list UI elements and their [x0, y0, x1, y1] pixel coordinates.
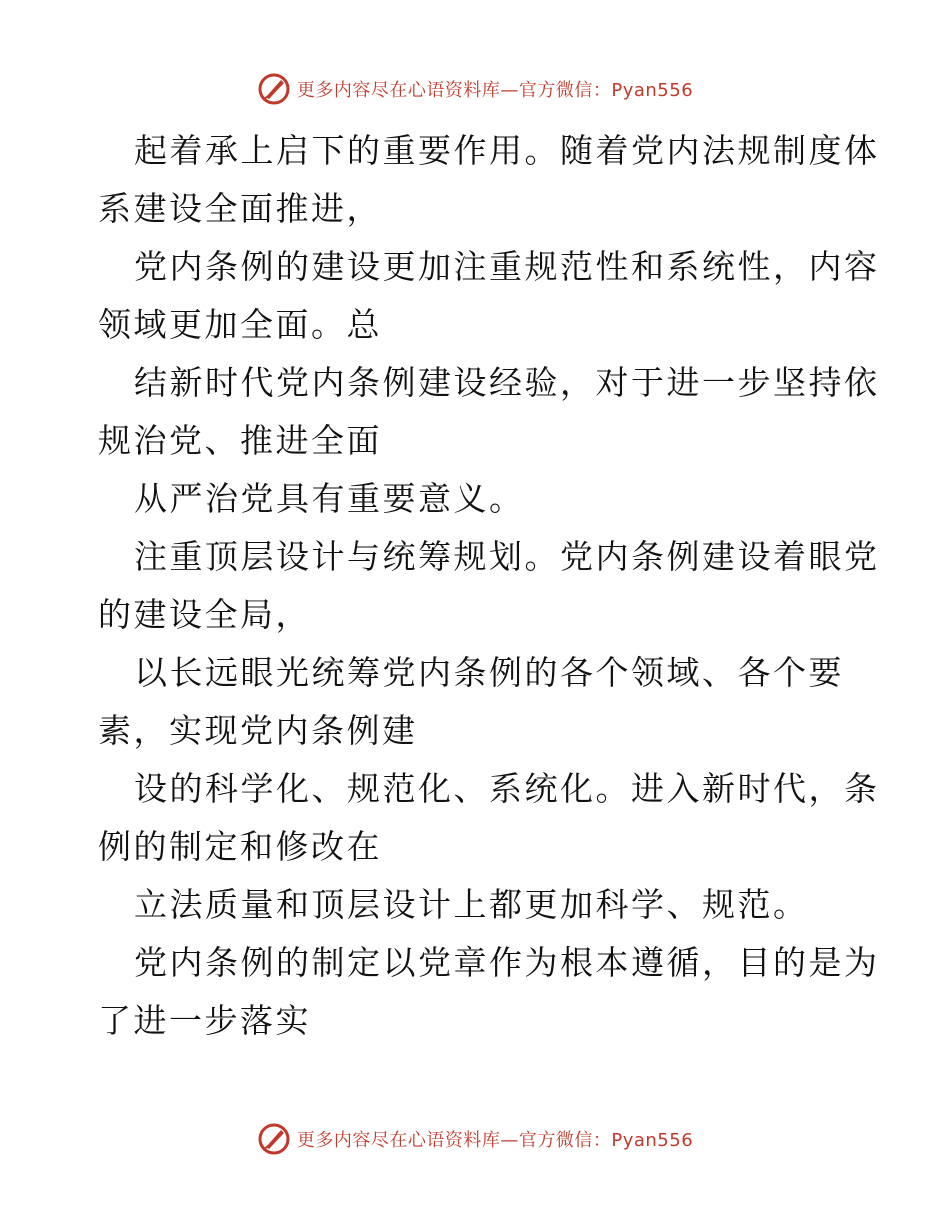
paragraph-line: 从严治党具有重要意义。 [134, 479, 525, 518]
footer-watermark [0, 1122, 950, 1156]
paragraph-line: 领域更加全面。总 [98, 305, 382, 344]
paragraph-line: 起着承上启下的重要作用。随着党内法规制度体 [134, 131, 880, 170]
paragraph-line: 党内条例的建设更加注重规范性和系统性，内容 [134, 247, 880, 286]
paragraph-line: 立法质量和顶层设计上都更加科学、规范。 [134, 885, 809, 924]
quill-pen-icon [257, 72, 291, 106]
paragraph-line: 素，实现党内条例建 [98, 711, 418, 750]
header-watermark-text: 更多内容尽在心语资料库—官方微信：Pyan556 [296, 80, 694, 101]
footer-watermark-text: 更多内容尽在心语资料库—官方微信：Pyan556 [296, 1130, 694, 1151]
paragraph-line: 设的科学化、规范化、系统化。进入新时代，条 [134, 769, 880, 808]
paragraph-line: 的建设全局， [98, 595, 311, 634]
paragraph-line: 党内条例的制定以党章作为根本遵循，目的是为 [134, 943, 880, 982]
paragraph-line: 以长远眼光统筹党内条例的各个领域、各个要 [134, 653, 844, 692]
paragraph-line: 规治党、推进全面 [98, 421, 382, 460]
paragraph-line: 系建设全面推进， [98, 189, 382, 228]
paragraph-line: 结新时代党内条例建设经验，对于进一步坚持依 [134, 363, 880, 402]
paragraph-line: 注重顶层设计与统筹规划。党内条例建设着眼党 [134, 537, 880, 576]
paragraph-line: 例的制定和修改在 [98, 827, 382, 866]
quill-pen-icon [257, 1122, 291, 1156]
body-text [98, 122, 880, 1050]
paragraph-line: 了进一步落实 [98, 1001, 311, 1040]
header-watermark [0, 72, 950, 106]
